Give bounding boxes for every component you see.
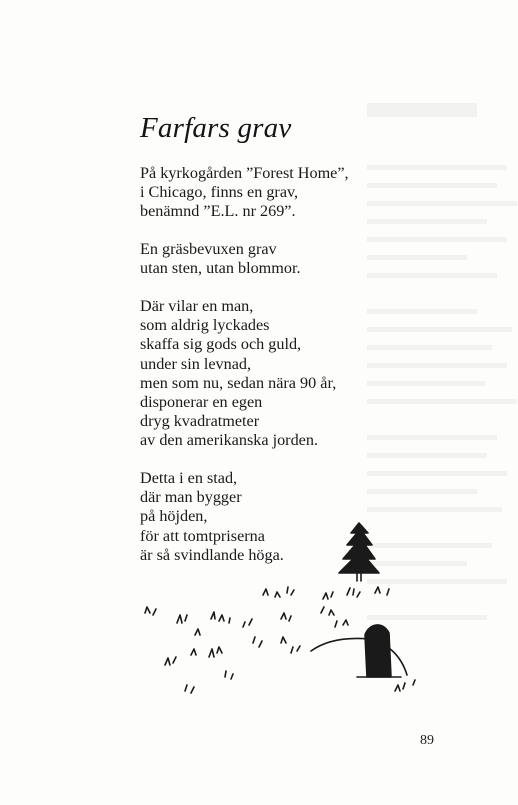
poem-line: är så svindlande höga.: [140, 545, 284, 564]
poem-line: disponerar en egen: [140, 393, 263, 412]
poem-line: dryg kvadratmeter: [140, 412, 260, 431]
poem-line: men som nu, sedan nära 90 år,: [140, 373, 337, 392]
poem-line: på höjden,: [140, 507, 208, 526]
grave-sketch-icon: [125, 515, 425, 705]
poem-line: En gräsbevuxen grav: [140, 240, 277, 258]
stanza-2: [140, 240, 301, 278]
poem-line: för att tomtpriserna: [140, 526, 265, 545]
poem-line: av den amerikanska jorden.: [140, 431, 318, 450]
poem-line: benämnd ”E.L. nr 269”.: [140, 202, 296, 221]
stanza-1: [140, 164, 349, 222]
poem-line: utan sten, utan blommor.: [140, 259, 301, 278]
poem-line: i Chicago, finns en grav,: [140, 183, 299, 202]
poem-line: under sin levnad,: [140, 354, 252, 373]
poem-line: Detta i en stad,: [140, 469, 238, 487]
stanza-3: [140, 297, 336, 451]
poem-line: där man bygger: [140, 488, 242, 507]
poem-line: På kyrkogården ”Forest Home”,: [140, 164, 349, 182]
poem-line: Där vilar en man,: [140, 297, 254, 315]
tree-icon: [339, 523, 379, 581]
poem-line: som aldrig lyckades: [140, 316, 270, 335]
poem-title: Farfars grav: [140, 112, 292, 144]
poem-line: skaffa sig gods och guld,: [140, 335, 302, 354]
page-number: 89: [420, 733, 434, 748]
